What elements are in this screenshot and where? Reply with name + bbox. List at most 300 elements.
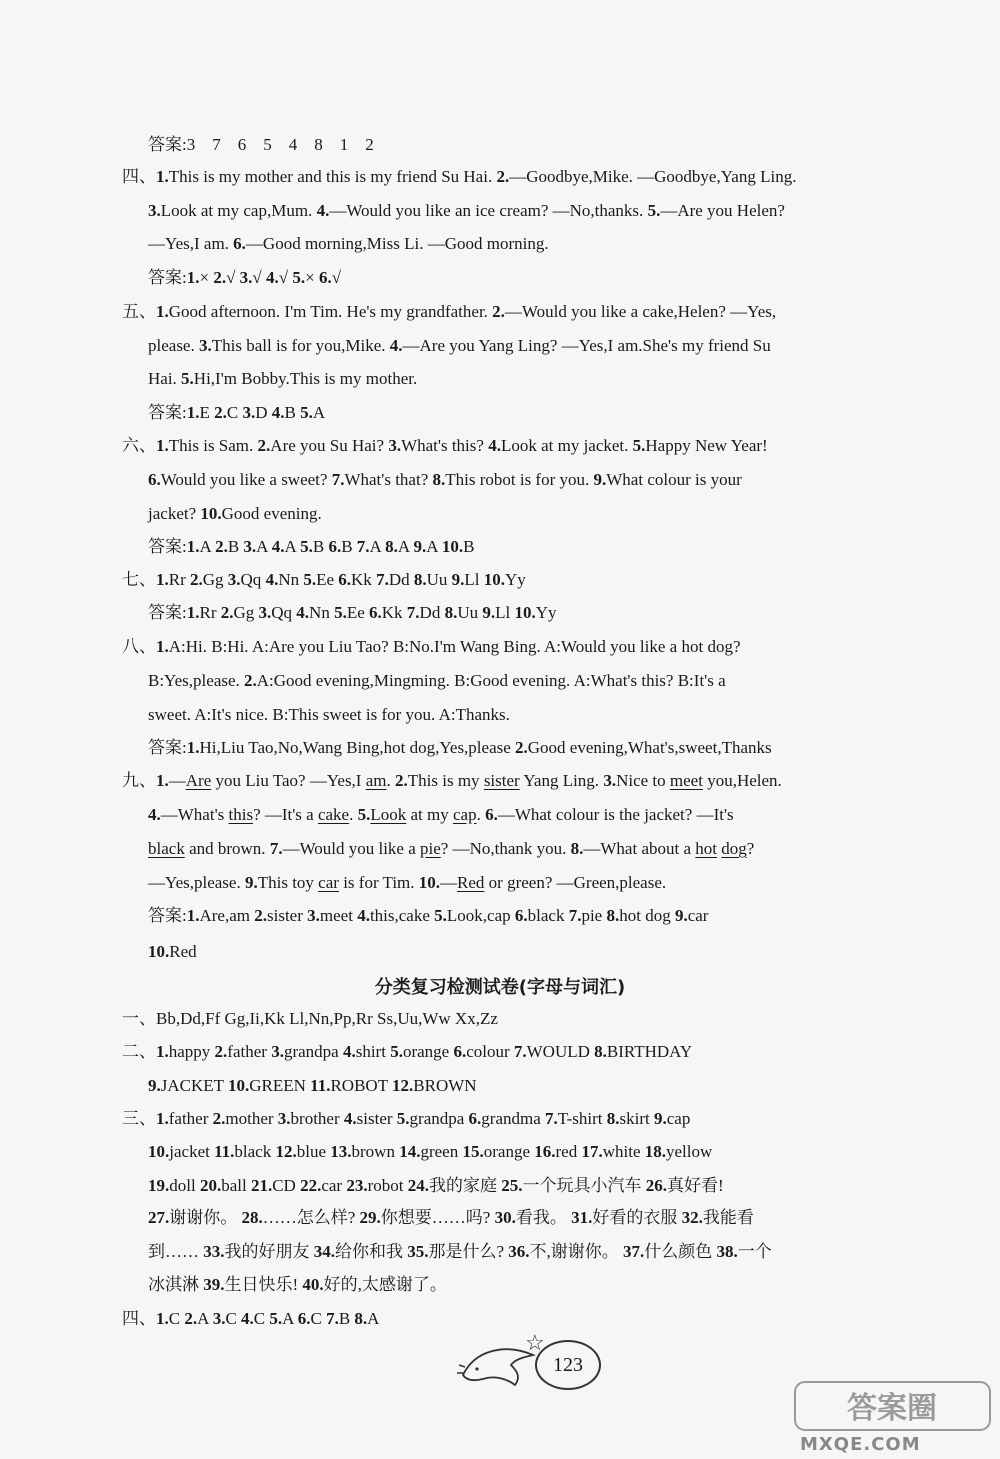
line-text: you Liu Tao? —Yes,I (211, 771, 366, 790)
item-number: 32. (681, 1208, 703, 1227)
item-number: 4. (296, 603, 310, 622)
item-number: 12. (392, 1076, 414, 1095)
underlined-word: car (318, 873, 339, 892)
line-text: × (305, 268, 319, 287)
item-number: 39. (203, 1275, 225, 1294)
line-text: —Goodbye,Mike. —Goodbye,Yang Ling. (509, 167, 797, 186)
line-text: Kk (351, 570, 377, 589)
line-text: 七、 (122, 570, 156, 589)
line-text: cap (666, 1109, 691, 1128)
line-text: yellow (666, 1142, 713, 1161)
line-text: A:Hi. B:Hi. A:Are you Liu Tao? B:No.I'm Wang Bing. A:Would you like a hot dog? (168, 637, 741, 656)
answer-line (148, 1075, 477, 1097)
line-text: 四、 (122, 1309, 156, 1328)
line-text: —What colour is the jacket? —It's (497, 805, 734, 824)
answer-line (148, 737, 772, 759)
item-number: 4. (389, 336, 403, 355)
line-text: 我的好朋友 (224, 1242, 314, 1261)
line-text: 真好看! (666, 1176, 724, 1195)
item-number: 10. (441, 537, 464, 556)
line-text: —What's (160, 805, 229, 824)
line-text: hot dog (619, 906, 675, 925)
line-text: C (226, 403, 243, 422)
line-text: A (369, 537, 386, 556)
item-number: 4. (241, 1309, 254, 1328)
answer-line (148, 804, 734, 826)
line-text: 你想要……吗? (380, 1208, 495, 1227)
line-text: Kk (381, 603, 407, 622)
underlined-word: black (148, 839, 185, 858)
answer-line (122, 435, 768, 457)
item-number: 4. (316, 201, 330, 220)
item-number: 1. (156, 1309, 169, 1328)
item-number: 6. (297, 1309, 311, 1328)
line-text: What colour is your (606, 470, 742, 489)
line-text: 答案: (148, 603, 187, 622)
item-number: 2. (214, 1042, 228, 1061)
line-text: 八、 (122, 637, 156, 656)
line-text: ball (221, 1176, 251, 1195)
page-number: 123 (535, 1340, 601, 1390)
line-text: A:Good evening,Mingming. B:Good evening. A:What's this? B:It's a (256, 671, 726, 690)
answer-line (122, 1041, 692, 1063)
answer-line (148, 704, 510, 726)
answer-line (122, 636, 741, 658)
item-number: 10. (483, 570, 505, 589)
line-text: Rr (168, 570, 190, 589)
line-text: —Would you like a cake,Helen? —Yes, (504, 302, 777, 321)
item-number: 7. (326, 1309, 339, 1328)
line-text: jacket? (148, 504, 201, 523)
item-number: 1. (156, 167, 169, 186)
item-number: 10. (227, 1076, 250, 1095)
line-text: grandma (481, 1109, 546, 1128)
line-text: or green? —Green,please. (484, 873, 667, 892)
item-number: 7. (331, 470, 345, 489)
item-number: 8. (606, 906, 620, 925)
line-text: 一个 (737, 1242, 772, 1261)
line-text: A (197, 1309, 213, 1328)
line-text: Gg (202, 570, 228, 589)
line-text: Gg (233, 603, 259, 622)
item-number: 8. (354, 1309, 368, 1328)
line-text: GREEN (249, 1076, 311, 1095)
item-number: 8. (385, 537, 398, 556)
item-number: 10. (200, 504, 222, 523)
item-number: 36. (508, 1242, 530, 1261)
item-number: 6. (468, 1109, 482, 1128)
line-text: meet (319, 906, 358, 925)
line-text: Uu (426, 570, 452, 589)
answer-line (148, 1141, 712, 1163)
answer-line (148, 200, 785, 222)
answer-line (122, 1108, 690, 1130)
item-number: 23. (346, 1176, 368, 1195)
line-text: Ll (464, 570, 484, 589)
line-text: 答案: (148, 738, 187, 757)
line-text: √ (331, 268, 342, 287)
answer-line (148, 670, 726, 692)
line-text: × (199, 268, 214, 287)
line-text: B (338, 1309, 355, 1328)
line-text: 好看的衣服 (592, 1208, 682, 1227)
line-text: JACKET (160, 1076, 228, 1095)
line-text: Would you like a sweet? (160, 470, 332, 489)
item-number: 1. (186, 537, 200, 556)
line-text: you,Helen. (702, 771, 782, 790)
underlined-word: sister (483, 771, 520, 790)
line-text: sister (267, 906, 308, 925)
item-number: 5. (647, 201, 661, 220)
line-text: 给你和我 (335, 1242, 408, 1261)
line-text: robot (367, 1176, 408, 1195)
item-number: 11. (310, 1076, 331, 1095)
item-number: 6. (485, 805, 498, 824)
item-number: 3. (271, 1042, 284, 1061)
answer-line (148, 368, 417, 390)
line-text: 什么颜色 (644, 1242, 717, 1261)
line-text: Nn (309, 603, 335, 622)
underlined-word: this (228, 805, 254, 824)
answer-line (148, 838, 754, 860)
line-text: Good afternoon. I'm Tim. He's my grandfather. (168, 302, 493, 321)
item-number: 17. (581, 1142, 603, 1161)
line-text: C (253, 1309, 270, 1328)
line-text: This is my mother and this is my friend Su Hai. (168, 167, 497, 186)
item-number: 6. (328, 537, 342, 556)
line-text: blue (296, 1142, 331, 1161)
item-number: 2. (213, 268, 227, 287)
line-text: Yy (504, 570, 526, 589)
item-number: 1. (156, 1109, 169, 1128)
item-number: 1. (156, 302, 169, 321)
line-text: This is my (407, 771, 484, 790)
item-number: 14. (399, 1142, 421, 1161)
line-text: this,cake (369, 906, 435, 925)
item-number: 8. (413, 570, 427, 589)
line-text: brother (290, 1109, 344, 1128)
line-text: T-shirt (557, 1109, 607, 1128)
line-text: CD (272, 1176, 301, 1195)
line-text: 二、 (122, 1042, 156, 1061)
item-number: 19. (148, 1176, 170, 1195)
line-text: √ (252, 268, 267, 287)
line-text: Yy (535, 603, 557, 622)
item-number: 2. (212, 1109, 226, 1128)
answer-line (122, 301, 776, 323)
item-number: 2. (244, 671, 257, 690)
line-text: is for Tim. (338, 873, 419, 892)
item-number: 2. (184, 1309, 198, 1328)
line-text: please. (148, 336, 199, 355)
item-number: 4. (271, 537, 285, 556)
line-text: √ (278, 268, 293, 287)
item-number: 3. (388, 436, 402, 455)
line-text: 一、Bb,Dd,Ff Gg,Ii,Kk Ll,Nn,Pp,Rr Ss,Uu,Ww Xx,Zz (122, 1009, 498, 1028)
item-number: 7. (545, 1109, 558, 1128)
item-number: 35. (407, 1242, 429, 1261)
underlined-word: am (365, 771, 387, 790)
line-text: 不,谢谢你。 (529, 1242, 624, 1261)
line-text: D (255, 403, 272, 422)
item-number: 8. (594, 1042, 607, 1061)
item-number: 4. (488, 436, 501, 455)
item-number: 7. (356, 537, 370, 556)
item-number: 8. (606, 1109, 620, 1128)
line-text: 九、 (122, 771, 156, 790)
line-text: Are you Su Hai? (270, 436, 389, 455)
item-number: 28. (241, 1208, 263, 1227)
item-number: 6. (338, 570, 352, 589)
item-number: 10. (148, 1142, 170, 1161)
line-text: 谢谢你。 (169, 1208, 242, 1227)
line-text: Look at my cap,Mum. (160, 201, 317, 220)
line-text: father (168, 1109, 213, 1128)
line-text: Dd (388, 570, 414, 589)
item-number: 3. (243, 537, 257, 556)
line-text: 六、 (122, 436, 156, 455)
item-number: 5. (292, 268, 306, 287)
item-number: 5. (632, 436, 646, 455)
line-text: Happy New Year! (645, 436, 768, 455)
line-text: and brown. (184, 839, 270, 858)
line-text: Look,cap (446, 906, 515, 925)
watermark-logo-text: 答案圈 (847, 1391, 937, 1426)
line-text: Red (169, 942, 197, 961)
line-text: Ll (495, 603, 515, 622)
line-text: 好的,太感谢了。 (323, 1275, 447, 1294)
line-text: 我的家庭 (428, 1176, 502, 1195)
item-number: 3. (277, 1109, 291, 1128)
item-number: 1. (156, 570, 169, 589)
line-text: orange (402, 1042, 454, 1061)
item-number: 1. (186, 603, 200, 622)
line-text: sister (356, 1109, 397, 1128)
line-text: Hi,Liu Tao,No,Wang Bing,hot dog,Yes,please (199, 738, 516, 757)
item-number: 29. (359, 1208, 381, 1227)
item-number: 27. (148, 1208, 170, 1227)
line-text: 答案:3 7 6 5 4 8 1 2 (148, 135, 374, 154)
item-number: 9. (413, 537, 427, 556)
line-text: A (367, 1309, 380, 1328)
item-number: 7. (568, 906, 582, 925)
line-text: Dd (419, 603, 445, 622)
line-text: —Are you Helen? (660, 201, 785, 220)
item-number: 15. (462, 1142, 484, 1161)
item-number: 5. (396, 1109, 410, 1128)
line-text: ROBOT (330, 1076, 393, 1095)
line-text: —Good morning,Miss Li. —Good morning. (245, 234, 549, 253)
answer-line (148, 134, 374, 156)
item-number: 7. (406, 603, 420, 622)
underlined-word: pie (420, 839, 441, 858)
item-number: 5. (269, 1309, 283, 1328)
line-text: A (284, 537, 301, 556)
item-number: 38. (716, 1242, 738, 1261)
line-text: white (602, 1142, 645, 1161)
line-text: black (234, 1142, 276, 1161)
line-text: B (227, 537, 244, 556)
item-number: 3. (148, 201, 161, 220)
line-text: BIRTHDAY (606, 1042, 693, 1061)
answer-line (148, 267, 341, 289)
item-number: 3. (198, 336, 212, 355)
item-number: 1. (186, 268, 200, 287)
item-number: 2. (254, 906, 267, 925)
line-text: C (310, 1309, 327, 1328)
item-number: 26. (645, 1176, 667, 1195)
line-text: 那是什么? (428, 1242, 509, 1261)
answer-line (148, 1207, 754, 1229)
item-number: 5. (181, 369, 194, 388)
line-text: . (476, 805, 486, 824)
underlined-word: Look (370, 805, 407, 824)
line-text: 答案: (148, 268, 187, 287)
item-number: 1. (156, 1042, 169, 1061)
line-text: A (397, 537, 414, 556)
line-text: Ee (316, 570, 339, 589)
item-number: 3. (603, 771, 617, 790)
star-icon: ☆ (525, 1330, 545, 1355)
line-text: —Would you like an ice cream? —No,thanks. (329, 201, 648, 220)
item-number: 2. (214, 403, 227, 422)
line-text: B (312, 537, 329, 556)
line-text: 看我。 (515, 1208, 572, 1227)
line-text: car (687, 906, 709, 925)
item-number: 6. (233, 234, 246, 253)
line-text: 答案: (148, 537, 187, 556)
answer-line (148, 233, 549, 255)
item-number: 5. (300, 403, 313, 422)
line-text: Hai. (148, 369, 182, 388)
line-text: B (341, 537, 357, 556)
item-number: 9. (244, 873, 258, 892)
item-number: 5. (303, 570, 317, 589)
line-text: — (440, 873, 458, 892)
section-title: 分类复习检测试卷(字母与词汇) (374, 977, 626, 998)
line-text: brown (351, 1142, 400, 1161)
line-text: E (199, 403, 215, 422)
item-number: 4. (148, 805, 161, 824)
line-text: Nn (278, 570, 304, 589)
line-text: Are,am (199, 906, 255, 925)
answer-line (122, 569, 526, 591)
line-text: A (426, 537, 442, 556)
line-text: 生日快乐! (224, 1275, 303, 1294)
item-number: 2. (515, 738, 528, 757)
line-text: —What about a (583, 839, 696, 858)
line-text: pie (581, 906, 607, 925)
underlined-word: cap (453, 805, 477, 824)
line-text: Good evening,What's,sweet,Thanks (527, 738, 772, 757)
underlined-word: cake (317, 805, 350, 824)
answer-line (148, 941, 197, 963)
line-text: This toy (257, 873, 319, 892)
item-number: 6. (318, 268, 332, 287)
item-number: 4. (342, 1042, 356, 1061)
item-number: 9. (653, 1109, 667, 1128)
item-number: 6. (148, 470, 161, 489)
answer-line (122, 770, 782, 792)
item-number: 9. (482, 603, 496, 622)
item-number: 3. (227, 570, 241, 589)
line-text: Ee (346, 603, 370, 622)
line-text: 冰淇淋 (148, 1275, 204, 1294)
line-text: √ (226, 268, 240, 287)
line-text: — (168, 771, 186, 790)
item-number: 16. (534, 1142, 556, 1161)
underlined-word: Red (457, 873, 485, 892)
item-number: 2. (190, 570, 203, 589)
item-number: 2. (492, 302, 505, 321)
item-number: 7. (269, 839, 283, 858)
line-text: 答案: (148, 906, 187, 925)
answer-line (122, 1008, 498, 1030)
line-text: This is Sam. (168, 436, 258, 455)
line-text: 五、 (122, 302, 156, 321)
item-number: 13. (330, 1142, 352, 1161)
item-number: 22. (300, 1176, 322, 1195)
line-text: —Yes,please. (148, 873, 245, 892)
answer-line (148, 872, 666, 894)
item-number: 31. (571, 1208, 593, 1227)
answer-line (148, 536, 474, 558)
item-number: 7. (513, 1042, 527, 1061)
line-text: grandpa (409, 1109, 469, 1128)
line-text: Qq (271, 603, 297, 622)
line-text: colour (466, 1042, 514, 1061)
item-number: 5. (334, 603, 347, 622)
underlined-word: Are (185, 771, 212, 790)
line-text: A (312, 403, 326, 422)
item-number: 5. (300, 537, 313, 556)
line-text: at my (406, 805, 453, 824)
item-number: 24. (407, 1176, 429, 1195)
item-number: 3. (242, 403, 256, 422)
line-text: car (321, 1176, 347, 1195)
item-number: 1. (186, 403, 200, 422)
item-number: 10. (514, 603, 536, 622)
item-number: 2. (496, 167, 510, 186)
underlined-word: dog (721, 839, 747, 858)
line-text: ? (746, 839, 755, 858)
answer-line (148, 602, 557, 624)
item-number: 2. (220, 603, 234, 622)
item-number: 1. (186, 738, 200, 757)
item-number: 40. (302, 1275, 324, 1294)
line-text: grandpa (283, 1042, 343, 1061)
line-text: —Yes,I am. (148, 234, 234, 253)
line-text: father (227, 1042, 272, 1061)
item-number: 18. (644, 1142, 666, 1161)
item-number: 1. (186, 906, 200, 925)
item-number: 25. (501, 1176, 523, 1195)
line-text: C (168, 1309, 185, 1328)
item-number: 9. (674, 906, 688, 925)
item-number: 4. (265, 570, 279, 589)
line-text: Uu (457, 603, 483, 622)
item-number: 3. (258, 603, 272, 622)
item-number: 6. (369, 603, 382, 622)
underlined-word: meet (669, 771, 703, 790)
answer-line (148, 905, 708, 927)
line-text: black (527, 906, 569, 925)
item-number: 2. (215, 537, 228, 556)
item-number: 8. (444, 603, 458, 622)
item-number: 21. (250, 1176, 273, 1195)
item-number: 12. (275, 1142, 297, 1161)
line-text: shirt (355, 1042, 391, 1061)
